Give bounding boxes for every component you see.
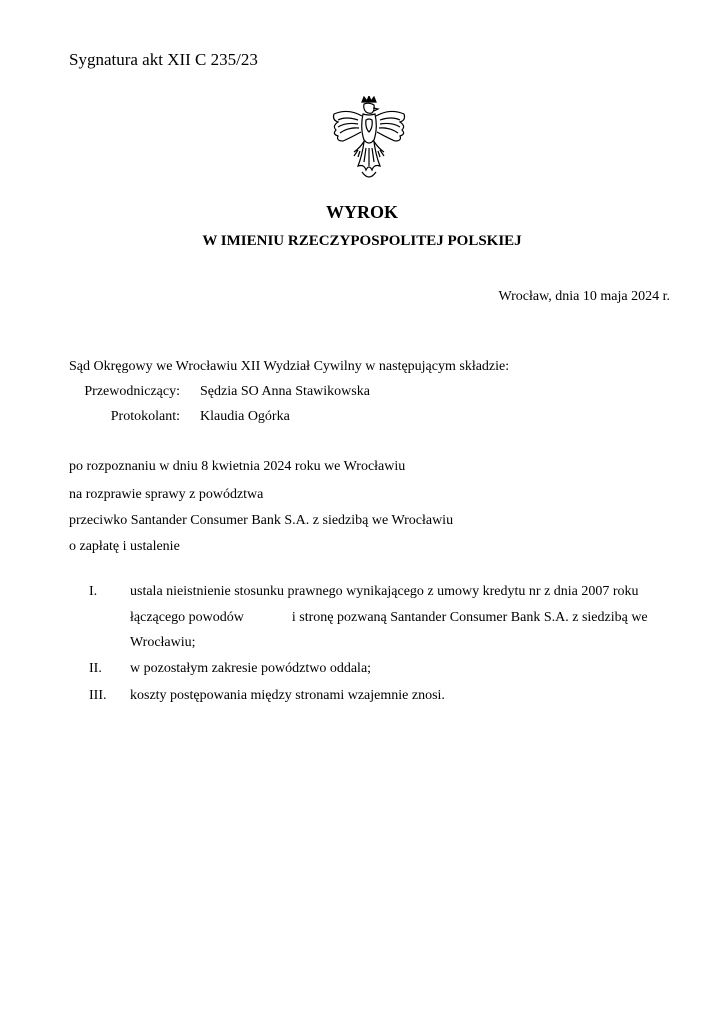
ruling-number: I. — [89, 584, 98, 599]
proceeding-line: po rozpoznaniu w dniu 8 kwietnia 2024 roku we Wrocławiu — [69, 459, 406, 474]
clerk-name: Klaudia Ogórka — [200, 409, 290, 424]
ruling-text: w pozostałym zakresie powództwo oddala; — [130, 661, 372, 676]
proceeding-line: na rozprawie sprawy z powództwa — [69, 487, 264, 502]
case-signature: Sygnatura akt XII C 235/23 — [69, 50, 258, 69]
ruling-text: ustala nieistnienie stosunku prawnego wynikającego z umowy kredytu nr z dnia 2007 roku — [130, 584, 639, 599]
clerk-row — [0, 409, 180, 425]
chair-role-label: Przewodniczący: — [84, 384, 180, 399]
ruling-text-part: łączącego powodów — [130, 610, 244, 625]
court-composition: Sąd Okręgowy we Wrocławiu XII Wydział Cywilny w następującym składzie: — [69, 359, 510, 374]
place-and-date: Wrocław, dnia 10 maja 2024 r. — [498, 289, 670, 304]
verdict-title: WYROK — [326, 202, 398, 222]
ruling-number: III. — [89, 688, 107, 703]
chair-name: Sędzia SO Anna Stawikowska — [200, 384, 370, 399]
ruling-text: koszty postępowania między stronami wzajemnie znosi. — [130, 688, 445, 703]
ruling-text-continued — [130, 610, 648, 626]
ruling-text-part: i stronę pozwaną Santander Consumer Bank S.A. z siedzibą we — [291, 610, 648, 625]
polish-eagle-emblem-icon — [328, 96, 410, 182]
verdict-subtitle: W IMIENIU RZECZYPOSPOLITEJ POLSKIEJ — [202, 233, 522, 249]
ruling-text-continued: Wrocławiu; — [130, 635, 196, 650]
clerk-role-label: Protokolant: — [110, 409, 180, 424]
chair-row — [0, 384, 180, 400]
proceeding-line: o zapłatę i ustalenie — [69, 539, 180, 554]
ruling-number: II. — [89, 661, 102, 676]
proceeding-line: przeciwko Santander Consumer Bank S.A. z siedzibą we Wrocławiu — [69, 513, 454, 528]
